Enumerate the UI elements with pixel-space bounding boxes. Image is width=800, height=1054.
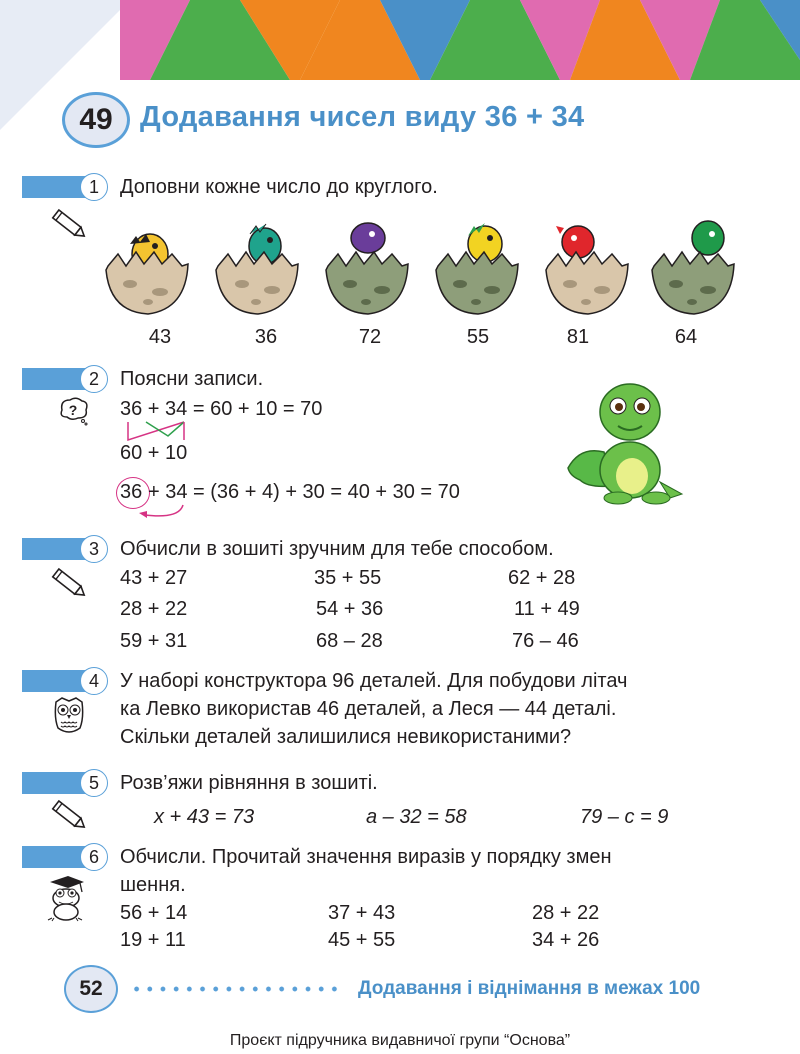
- expression: + 34 = (36 + 4) + 30 = 40 + 30 = 70: [148, 481, 460, 503]
- svg-text:?: ?: [68, 402, 78, 418]
- top-banner: [0, 0, 800, 80]
- expression: 34 + 26: [532, 929, 600, 951]
- pencil-icon: [50, 798, 90, 834]
- equation: a – 32 = 58: [366, 806, 467, 828]
- task-text: Розв’яжи рівняння в зошиті.: [120, 772, 378, 794]
- arrow-icon: [135, 503, 195, 523]
- task-text-line: шення.: [120, 874, 186, 896]
- expression: 28 + 22: [532, 902, 600, 924]
- expression: 68 – 28: [316, 630, 383, 652]
- owl-icon: [52, 696, 86, 736]
- green-dinosaur: [560, 376, 692, 506]
- task-text-line: Обчисли. Прочитай значення виразів у порядку змен: [120, 846, 612, 868]
- task-text: Обчисли в зошиті зручним для тебе способом.: [120, 538, 554, 560]
- expression: 36 + 34 = 60 + 10 = 70: [120, 398, 323, 420]
- expression: 19 + 11: [120, 929, 186, 951]
- expression: 43 + 27: [120, 567, 188, 589]
- expression: 54 + 36: [316, 598, 384, 620]
- frog-icon: [38, 874, 90, 922]
- task-number: 5: [80, 769, 108, 797]
- egg-number: 64: [674, 326, 698, 348]
- dot-divider: [130, 984, 340, 994]
- expression: 59 + 31: [120, 630, 188, 652]
- expression: 76 – 46: [512, 630, 579, 652]
- expression: 62 + 28: [508, 567, 576, 589]
- lesson-number: 49: [62, 92, 130, 148]
- egg-number: 36: [254, 326, 278, 348]
- dino-egg: [436, 223, 518, 314]
- page-title: Додавання чисел виду 36 + 34: [140, 101, 585, 133]
- pencil-icon: [50, 566, 90, 602]
- task-text: Поясни записи.: [120, 368, 264, 390]
- task-text-line: Скільки деталей залишилися невикористаними?: [120, 726, 572, 748]
- expression: 56 + 14: [120, 902, 188, 924]
- equation: x + 43 = 73: [154, 806, 255, 828]
- expression: 36: [120, 481, 143, 503]
- pencil-icon: [50, 207, 90, 243]
- expression: 11 + 49: [514, 598, 580, 620]
- task-number: 3: [80, 535, 108, 563]
- expression: 28 + 22: [120, 598, 188, 620]
- task-text-line: У наборі конструктора 96 деталей. Для побудови літач: [120, 670, 628, 692]
- section-title: Додавання і віднімання в межах 100: [358, 978, 701, 999]
- task-number: 4: [80, 667, 108, 695]
- page-number: 52: [64, 965, 118, 1013]
- equation: 79 – c = 9: [580, 806, 669, 828]
- task-number: 1: [80, 173, 108, 201]
- expression: 37 + 43: [328, 902, 396, 924]
- expression: 60 + 10: [120, 442, 188, 464]
- task-number: 2: [80, 365, 108, 393]
- egg-number: 72: [358, 326, 382, 348]
- dino-egg: [326, 223, 408, 314]
- egg-number: 55: [466, 326, 490, 348]
- dino-egg: [652, 221, 734, 314]
- egg-number: 81: [566, 326, 590, 348]
- project-caption: Проєкт підручника видавничої групи “Основа”: [229, 1032, 571, 1049]
- task-number: 6: [80, 843, 108, 871]
- task-text-line: ка Левко використав 46 деталей, а Леся — 44 деталі.: [120, 698, 617, 720]
- dino-egg: [546, 226, 628, 314]
- dino-egg: [216, 224, 298, 314]
- dino-eggs: [100, 214, 740, 326]
- question-icon: [56, 396, 90, 426]
- expression: 45 + 55: [328, 929, 396, 951]
- expression: 35 + 55: [314, 567, 382, 589]
- dino-egg: [106, 234, 188, 314]
- egg-number: 43: [148, 326, 172, 348]
- task-text: Доповни кожне число до круглого.: [120, 176, 438, 198]
